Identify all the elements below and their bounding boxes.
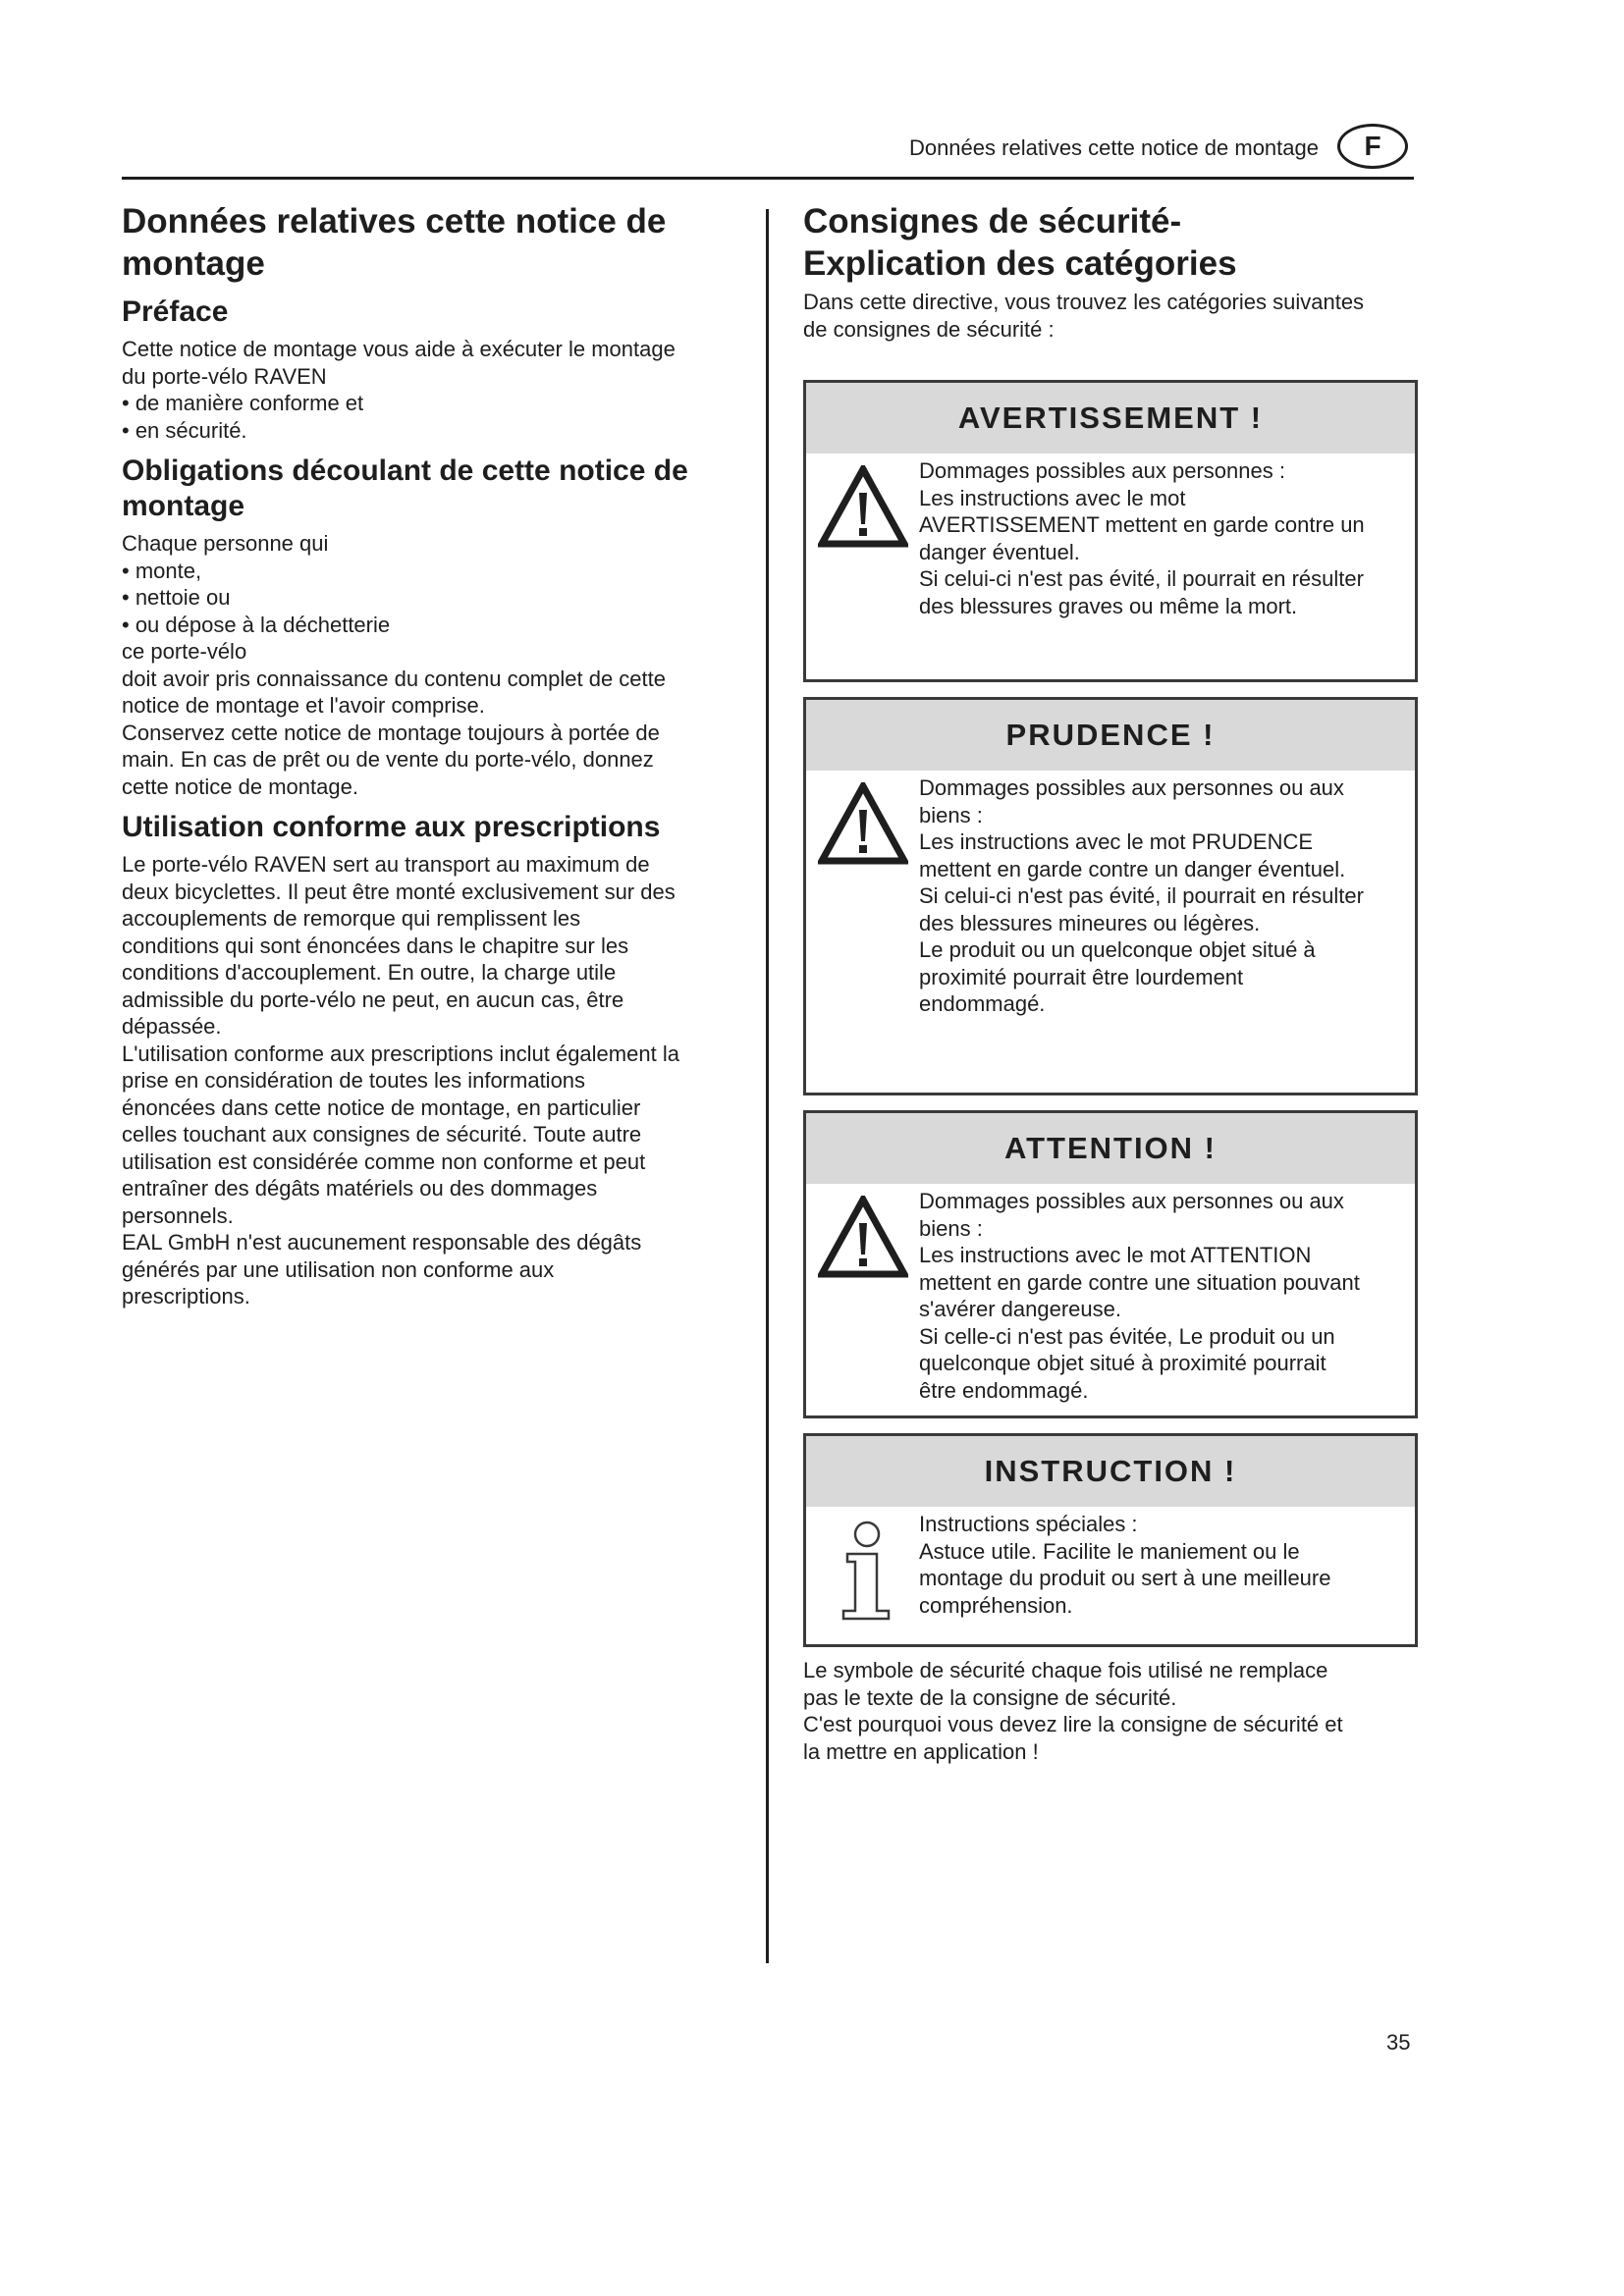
text-line: EAL GmbH n'est aucunement responsable des dégâts (122, 1230, 642, 1255)
text-line: conditions qui sont énoncées dans le chapitre sur les (122, 933, 629, 958)
text-line: générés par une utilisation non conforme aux (122, 1256, 555, 1282)
bullet-item: • en sécurité. (122, 417, 247, 443)
text-line: montage du produit ou sert à une meilleure (919, 1566, 1331, 1590)
text-line: Si celle-ci n'est pas évitée, Le produit ou un (919, 1323, 1335, 1349)
text-line: entraîner des dégâts matériels ou des dommages (122, 1176, 598, 1201)
text-line: de consignes de sécurité : (803, 316, 1055, 342)
obligations-heading: Obligations découlant de cette notice de montage (122, 454, 688, 522)
text-line: personnels. (122, 1202, 234, 1228)
text-line: cette notice de montage. (122, 774, 358, 799)
text-line: des blessures mineures ou légères. (919, 910, 1261, 935)
obligations-body (122, 530, 731, 800)
text-line: Dans cette directive, vous trouvez les catégories suivantes (803, 290, 1365, 314)
right-title-line-2: Explication des catégories (803, 244, 1237, 283)
text-line: prescriptions. (122, 1284, 250, 1308)
language-badge: F (1337, 124, 1408, 169)
text-line: des blessures graves ou même la mort. (919, 593, 1298, 618)
text-line: pas le texte de la consigne de sécurité. (803, 1684, 1177, 1710)
text-line: Dommages possibles aux personnes : (919, 458, 1285, 483)
text-line: deux bicyclettes. Il peut être monté exclusivement sur des (122, 879, 676, 904)
text-line: utilisation est considérée comme non conforme et peut (122, 1148, 646, 1174)
text-line: prise en considération de toutes les informations (122, 1068, 586, 1093)
page-number: 35 (1386, 2030, 1411, 2055)
left-title: Données relatives cette notice de montage (122, 202, 667, 283)
text-line: endommagé. (919, 991, 1046, 1016)
text-line: dépassée. (122, 1014, 222, 1039)
text-line: Le symbole de sécurité chaque fois utilisé ne remplace (803, 1658, 1328, 1682)
right-title (803, 200, 1418, 285)
prudence-box (803, 697, 1418, 1095)
left-column (122, 196, 731, 1310)
column-divider (766, 209, 769, 1963)
right-column (803, 196, 1418, 1765)
warning-triangle-icon (818, 1196, 908, 1278)
text-line: ce porte-vélo (122, 639, 247, 664)
bullet-item: • de manière conforme et (122, 391, 364, 415)
box-body (806, 771, 1415, 1018)
text-line: C'est pourquoi vous devez lire la consigne de sécurité et (803, 1712, 1343, 1736)
box-title: PRUDENCE ! (806, 700, 1415, 771)
box-title: AVERTISSEMENT ! (806, 383, 1415, 454)
avertissement-box (803, 380, 1418, 682)
text-line: biens : (919, 1215, 983, 1241)
box-body (806, 1507, 1415, 1619)
bullet-item: • ou dépose à la déchetterie (122, 612, 391, 637)
box-body (806, 454, 1415, 619)
text-line: la mettre en application ! (803, 1738, 1039, 1764)
preface-body (122, 336, 731, 444)
text-line: être endommagé. (919, 1377, 1089, 1403)
text-line: quelconque objet situé à proximité pourrait (919, 1351, 1326, 1375)
text-line: Si celui-ci n'est pas évité, il pourrait en résulter (919, 883, 1364, 908)
text-line: Les instructions avec le mot ATTENTION (919, 1243, 1312, 1267)
warning-triangle-icon (818, 782, 908, 865)
text-line: s'avérer dangereuse. (919, 1297, 1121, 1321)
text-line: Le produit ou un quelconque objet situé à (919, 937, 1316, 962)
text-line: Les instructions avec le mot PRUDENCE (919, 829, 1314, 854)
right-title-line-1: Consignes de sécurité- (803, 202, 1182, 240)
bullet-item: • nettoie ou (122, 585, 231, 610)
text-line: doit avoir pris connaissance du contenu complet de cette (122, 666, 666, 691)
text-line: Dommages possibles aux personnes ou aux (919, 1189, 1344, 1213)
box-title: ATTENTION ! (806, 1113, 1415, 1184)
preface-heading: Préface (122, 295, 229, 328)
footer-note (803, 1657, 1418, 1765)
text-line: du porte-vélo RAVEN (122, 363, 327, 389)
warning-triangle-icon (818, 465, 908, 548)
text-line: Conservez cette notice de montage toujours à portée de (122, 720, 660, 745)
header-rule (122, 177, 1414, 180)
text-line: danger éventuel. (919, 539, 1080, 564)
text-line: Dommages possibles aux personnes ou aux (919, 775, 1344, 800)
text-line: compréhension. (919, 1592, 1073, 1618)
text-line: mettent en garde contre une situation pouvant (919, 1269, 1360, 1295)
text-line: celles touchant aux consignes de sécurité. Toute autre (122, 1122, 642, 1147)
text-line: Astuce utile. Facilite le maniement ou le (919, 1538, 1300, 1564)
text-line: biens : (919, 802, 983, 828)
instruction-box (803, 1433, 1418, 1647)
text-line: admissible du porte-vélo ne peut, en aucun cas, être (122, 987, 624, 1012)
text-line: Les instructions avec le mot (919, 485, 1186, 510)
text-line: mettent en garde contre un danger éventuel. (919, 856, 1346, 881)
intro (803, 289, 1418, 343)
info-icon (836, 1517, 898, 1623)
text-line: notice de montage et l'avoir comprise. (122, 693, 485, 718)
bullet-item: • monte, (122, 558, 202, 583)
text-line: Instructions spéciales : (919, 1512, 1138, 1536)
text-line: main. En cas de prêt ou de vente du porte-vélo, donnez (122, 747, 654, 772)
text-line: L'utilisation conforme aux prescriptions inclut également la (122, 1041, 679, 1066)
text-line: Si celui-ci n'est pas évité, il pourrait en résulter (919, 566, 1364, 591)
text-line: Cette notice de montage vous aide à exécuter le montage (122, 337, 676, 361)
text-line: proximité pourrait être lourdement (919, 964, 1244, 989)
usage-body (122, 851, 731, 1310)
box-title: INSTRUCTION ! (806, 1436, 1415, 1507)
usage-heading: Utilisation conforme aux prescriptions (122, 811, 661, 843)
attention-box (803, 1110, 1418, 1418)
header-title: Données relatives cette notice de montage (908, 135, 1319, 160)
text-line: énoncées dans cette notice de montage, en particulier (122, 1095, 641, 1120)
text-line: Le porte-vélo RAVEN sert au transport au maximum de (122, 852, 650, 877)
text-line: AVERTISSEMENT mettent en garde contre un (919, 512, 1365, 537)
box-body (806, 1184, 1415, 1404)
text-line: conditions d'accouplement. En outre, la charge utile (122, 960, 617, 985)
text-line: Chaque personne qui (122, 531, 329, 556)
text-line: accouplements de remorque qui remplissent les (122, 906, 581, 931)
